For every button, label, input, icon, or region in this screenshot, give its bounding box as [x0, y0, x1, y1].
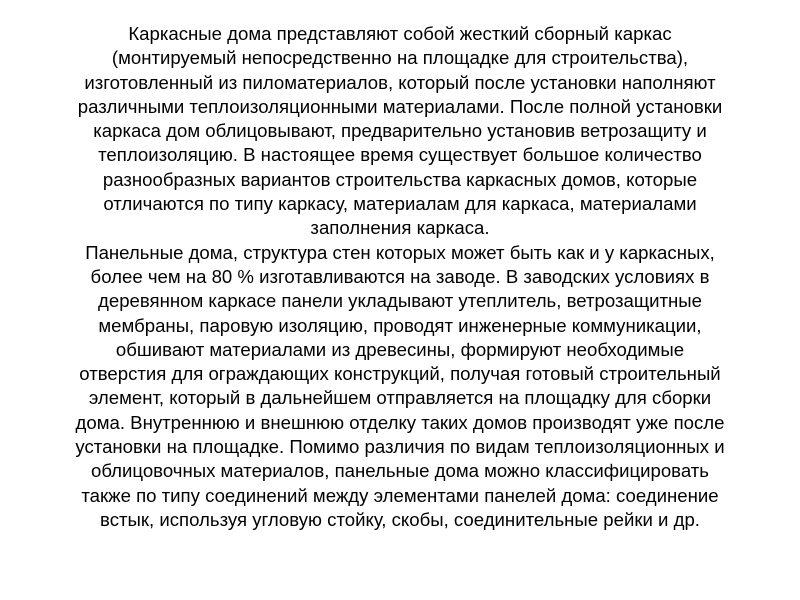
paragraph-frame-houses — [18, 22, 782, 241]
text-line: установки на площадке. Помимо различия по видам теплоизоляционных и — [75, 436, 725, 458]
text-line: Каркасные дома представляют собой жесткий сборный каркас — [128, 23, 672, 44]
text-line: (монтируемый непосредственно на площадке для строительства), — [111, 47, 689, 69]
text-line: Панельные дома, структура стен которых может быть как и у каркасных, — [85, 241, 715, 263]
text-line: отличаются по типу каркасу, материалам для каркаса, материалами — [103, 193, 697, 215]
text-line: отверстия для ограждающих конструкций, получая готовый строительный — [79, 363, 721, 385]
text-line: деревянном каркасе панели укладывают утеплитель, ветрозащитные — [98, 290, 702, 312]
text-line: дома. Внутреннюю и внешнюю отделку таких домов производят уже после — [75, 411, 725, 433]
text-line: теплоизоляцию. В настоящее время существует большое количество — [98, 144, 702, 166]
text-line: также по типу соединений между элементами панелей дома: соединение — [81, 484, 719, 506]
text-line: различными теплоизоляционными материалами. После полной установки — [77, 95, 723, 117]
text-line: изготовленный из пиломатериалов, который после установки наполняют — [84, 71, 716, 93]
text-line: встык, используя угловую стойку, скобы, соединительные рейки и др. — [100, 508, 700, 530]
text-line: более чем на 80 % изготавливаются на заводе. В заводских условиях в — [90, 265, 710, 287]
text-line: мембраны, паровую изоляцию, проводят инженерные коммуникации, — [98, 314, 702, 336]
text-line: каркаса дом облицовывают, предварительно установив ветрозащиту и — [93, 120, 707, 142]
paragraph-panel-houses — [18, 241, 782, 533]
body-text — [18, 22, 782, 532]
text-line: облицовочных материалов, панельные дома можно классифицировать — [90, 460, 709, 482]
text-line: разнообразных вариантов строительства каркасных домов, которые — [102, 168, 698, 190]
text-line: элемент, который в дальнейшем отправляется на площадку для сборки — [88, 387, 712, 409]
text-line: заполнения каркаса. — [310, 217, 490, 239]
text-line: обшивают материалами из древесины, формируют необходимые — [115, 338, 685, 360]
